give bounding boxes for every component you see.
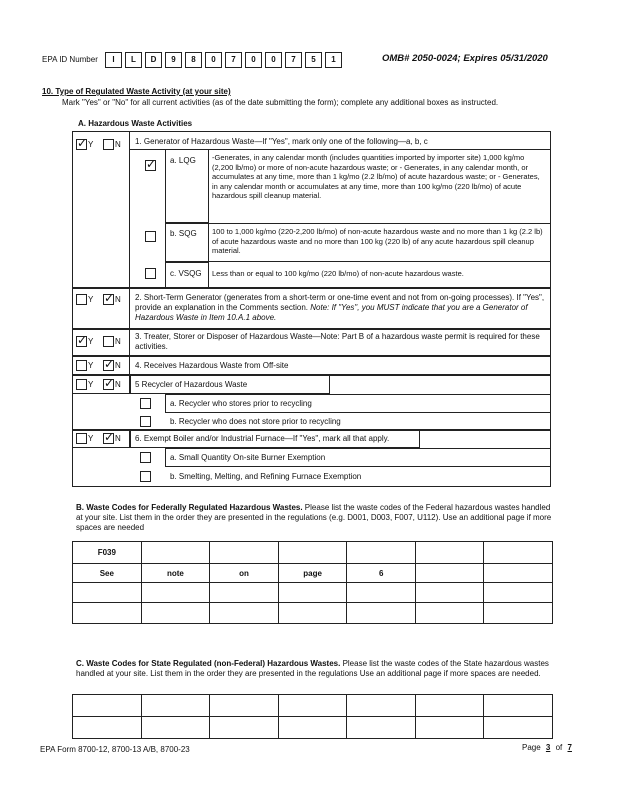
item-5a-checkbox[interactable] xyxy=(140,398,151,409)
state-waste-code-cell[interactable] xyxy=(141,717,210,739)
epa-id-digit: L xyxy=(125,52,142,68)
state-waste-code-cell[interactable] xyxy=(141,695,210,717)
epa-id-digit: 8 xyxy=(185,52,202,68)
waste-code-cell[interactable] xyxy=(415,603,483,624)
waste-code-cell[interactable] xyxy=(347,583,416,603)
state-waste-code-cell[interactable] xyxy=(484,695,553,717)
item-6-no-checkbox[interactable] xyxy=(103,433,114,444)
sqg-label: b. SQG xyxy=(170,229,197,238)
item-1-label: 1. Generator of Hazardous Waste—If "Yes", mark only one of the following—a, b, c xyxy=(135,137,428,146)
subsection-a-title: A. Hazardous Waste Activities xyxy=(78,119,193,128)
state-waste-code-cell[interactable] xyxy=(73,717,142,739)
state-waste-code-cell[interactable] xyxy=(484,717,553,739)
waste-code-cell[interactable] xyxy=(484,542,553,564)
table-row xyxy=(73,564,553,583)
epa-id-digit: 7 xyxy=(225,52,242,68)
item-6b-checkbox[interactable] xyxy=(140,471,151,482)
vsqg-text: Less than or equal to 100 kg/mo (220 lb/mo) of non-acute hazardous waste. xyxy=(212,269,464,278)
table-row xyxy=(73,695,553,717)
item-2-no-checkbox[interactable] xyxy=(103,294,114,305)
item-5b-text: b. Recycler who does not store prior to recycling xyxy=(170,417,341,426)
waste-code-cell[interactable] xyxy=(278,542,347,564)
state-waste-code-cell[interactable] xyxy=(278,717,347,739)
waste-code-cell[interactable] xyxy=(73,583,142,603)
waste-code-cell[interactable] xyxy=(347,542,416,564)
waste-code-cell[interactable]: F039 xyxy=(73,542,142,564)
waste-code-cell[interactable] xyxy=(415,583,483,603)
waste-code-cell[interactable] xyxy=(347,603,416,624)
lqg-checkbox[interactable] xyxy=(145,160,156,171)
item-2-label: 2. Short-Term Generator (generates from a short-term or one-time event and not from on-going processes). If "Yes", provide an explanation in the Comments section. xyxy=(135,293,545,312)
item-1-yn-frame xyxy=(72,131,130,288)
epa-id-digit: 7 xyxy=(285,52,302,68)
waste-code-cell[interactable]: note xyxy=(141,564,210,583)
item-5-label: 5 Recycler of Hazardous Waste xyxy=(135,380,248,389)
state-waste-code-cell[interactable] xyxy=(347,717,416,739)
item-5-yes-label: Y xyxy=(88,380,94,389)
epa-id-digit: 0 xyxy=(265,52,282,68)
item-6a-checkbox[interactable] xyxy=(140,452,151,463)
table-row xyxy=(73,583,553,603)
waste-code-cell[interactable] xyxy=(210,603,279,624)
item-5a-text: a. Recycler who stores prior to recycling xyxy=(170,399,312,408)
item-5-no-label: N xyxy=(115,380,121,389)
state-waste-codes-table xyxy=(72,694,553,739)
waste-code-cell[interactable] xyxy=(278,603,347,624)
page-total: 7 xyxy=(567,743,572,752)
item-5-yes-checkbox[interactable] xyxy=(76,379,87,390)
waste-code-cell[interactable] xyxy=(141,603,210,624)
item-4-no-checkbox[interactable] xyxy=(103,360,114,371)
state-waste-code-cell[interactable] xyxy=(278,695,347,717)
epa-id-label: EPA ID Number xyxy=(42,55,98,64)
page-label: Page xyxy=(522,743,541,752)
item-4-label: 4. Receives Hazardous Waste from Off-site xyxy=(135,361,289,370)
waste-code-cell[interactable] xyxy=(415,564,483,583)
item-2-yes-checkbox[interactable] xyxy=(76,294,87,305)
waste-code-cell[interactable]: See xyxy=(73,564,142,583)
subsection-b-text xyxy=(76,503,554,533)
sqg-text: 100 to 1,000 kg/mo (220-2,200 lb/mo) of non-acute hazardous waste and no more than 1 kg (2.2 lb) of acute hazardous waste and no more than 100 kg (220 lb) of any acute hazardous spill cleanup material. xyxy=(212,227,543,255)
waste-code-cell[interactable] xyxy=(278,583,347,603)
subsection-c-desc: Please list the waste codes of the State hazardous wastes handled at your site. List them in the order they are presented in the regulations Use an additional page if more spaces are needed. xyxy=(76,659,549,678)
item-2-note: Note: If "Yes", you MUST indicate that you are a Generator of Hazardous Waste in Item 10.A.1 above. xyxy=(135,303,528,322)
item-1-no-checkbox[interactable] xyxy=(103,139,114,150)
state-waste-code-cell[interactable] xyxy=(210,695,279,717)
item-2-text xyxy=(135,293,545,323)
page-number: 3 xyxy=(545,743,551,752)
form-number: EPA Form 8700-12, 8700-13 A/B, 8700-23 xyxy=(40,745,190,754)
item-3-yes-checkbox[interactable] xyxy=(76,336,87,347)
waste-code-cell[interactable] xyxy=(210,583,279,603)
item-1-no-label: N xyxy=(115,140,121,149)
waste-code-cell[interactable] xyxy=(141,583,210,603)
table-row xyxy=(73,542,553,564)
item-6-yes-checkbox[interactable] xyxy=(76,433,87,444)
item-6-label: 6. Exempt Boiler and/or Industrial Furnace—If "Yes", mark all that apply. xyxy=(135,434,390,443)
item-3-no-checkbox[interactable] xyxy=(103,336,114,347)
of-label: of xyxy=(555,743,563,752)
item-1-yes-checkbox[interactable] xyxy=(76,139,87,150)
waste-code-cell[interactable] xyxy=(484,583,553,603)
item-1-yes-label: Y xyxy=(88,140,94,149)
epa-id-digit: 5 xyxy=(305,52,322,68)
item-5-no-checkbox[interactable] xyxy=(103,379,114,390)
item-3-label: 3. Treater, Storer or Disposer of Hazardous Waste—Note: Part B of a hazardous waste permit is required for these activities. xyxy=(135,332,540,351)
state-waste-code-cell[interactable] xyxy=(415,695,484,717)
waste-code-cell[interactable] xyxy=(141,542,210,564)
item-2-yes-label: Y xyxy=(88,295,94,304)
item-2-no-label: N xyxy=(115,295,121,304)
state-waste-code-cell[interactable] xyxy=(347,695,416,717)
table-row xyxy=(73,603,553,624)
epa-id-digit: I xyxy=(105,52,122,68)
epa-id-digit: D xyxy=(145,52,162,68)
waste-code-cell[interactable] xyxy=(73,603,142,624)
section-10-title: 10. Type of Regulated Waste Activity (at your site) xyxy=(42,87,231,96)
waste-code-cell[interactable]: page xyxy=(278,564,347,583)
waste-code-cell[interactable]: 6 xyxy=(347,564,416,583)
subsection-c-title: C. Waste Codes for State Regulated (non-Federal) Hazardous Wastes. xyxy=(76,659,341,668)
epa-id-digit: 9 xyxy=(165,52,182,68)
federal-waste-codes-table xyxy=(72,541,553,624)
subsection-b-desc: Please list the waste codes of the Federal hazardous wastes handled at your site. List them in the order they are presented in the regulations (e.g. D001, D003, F007, U112). Use an additional page if more spaces are needed xyxy=(76,503,552,532)
epa-id-digit: 1 xyxy=(325,52,342,68)
state-waste-code-cell[interactable] xyxy=(415,717,484,739)
lqg-text: -Generates, in any calendar month (includes quantities imported by importer site) 1,000 kg/mo (2,200 lb/mo) or more of non-acute hazardous waste; or - Generates, in any calendar month, or accumulates at any time, more than 1 kg/mo (2.2 lb/mo) of acute hazardous waste; or - Generates, in any calendar month or accumulates at any time, more than 100 kg/mo (220 lb/mo) of acute hazardous spill cleanup material. xyxy=(212,153,540,200)
item-3-no-label: N xyxy=(115,337,121,346)
item-6a-text: a. Small Quantity On-site Burner Exemption xyxy=(170,453,326,462)
lqg-label: a. LQG xyxy=(170,156,196,165)
waste-code-cell[interactable] xyxy=(484,603,553,624)
waste-code-cell[interactable] xyxy=(415,542,483,564)
state-waste-code-cell[interactable] xyxy=(210,717,279,739)
omb-number: OMB# 2050-0024; Expires 05/31/2020 xyxy=(382,53,548,64)
item-6b-text: b. Smelting, Melting, and Refining Furnace Exemption xyxy=(170,472,362,481)
item-6-yes-label: Y xyxy=(88,434,94,443)
item-5b-checkbox[interactable] xyxy=(140,416,151,427)
waste-code-cell[interactable] xyxy=(484,564,553,583)
subsection-b-title: B. Waste Codes for Federally Regulated Hazardous Wastes. xyxy=(76,503,303,512)
epa-id-digit: 0 xyxy=(245,52,262,68)
page-indicator xyxy=(522,743,575,752)
section-10-instruction: Mark "Yes" or "No" for all current activities (as of the date submitting the form); complete any additional boxes as instructed. xyxy=(62,98,499,107)
item-3-yes-label: Y xyxy=(88,337,94,346)
vsqg-checkbox[interactable] xyxy=(145,268,156,279)
waste-code-cell[interactable] xyxy=(210,542,279,564)
subsection-c-text xyxy=(76,659,554,679)
vsqg-label: c. VSQG xyxy=(170,269,202,278)
epa-id-digit: 0 xyxy=(205,52,222,68)
item-4-no-label: N xyxy=(115,361,121,370)
table-row xyxy=(73,717,553,739)
sqg-checkbox[interactable] xyxy=(145,231,156,242)
item-6-no-label: N xyxy=(115,434,121,443)
state-waste-code-cell[interactable] xyxy=(73,695,142,717)
item-4-yes-label: Y xyxy=(88,361,94,370)
waste-code-cell[interactable]: on xyxy=(210,564,279,583)
item-4-yes-checkbox[interactable] xyxy=(76,360,87,371)
